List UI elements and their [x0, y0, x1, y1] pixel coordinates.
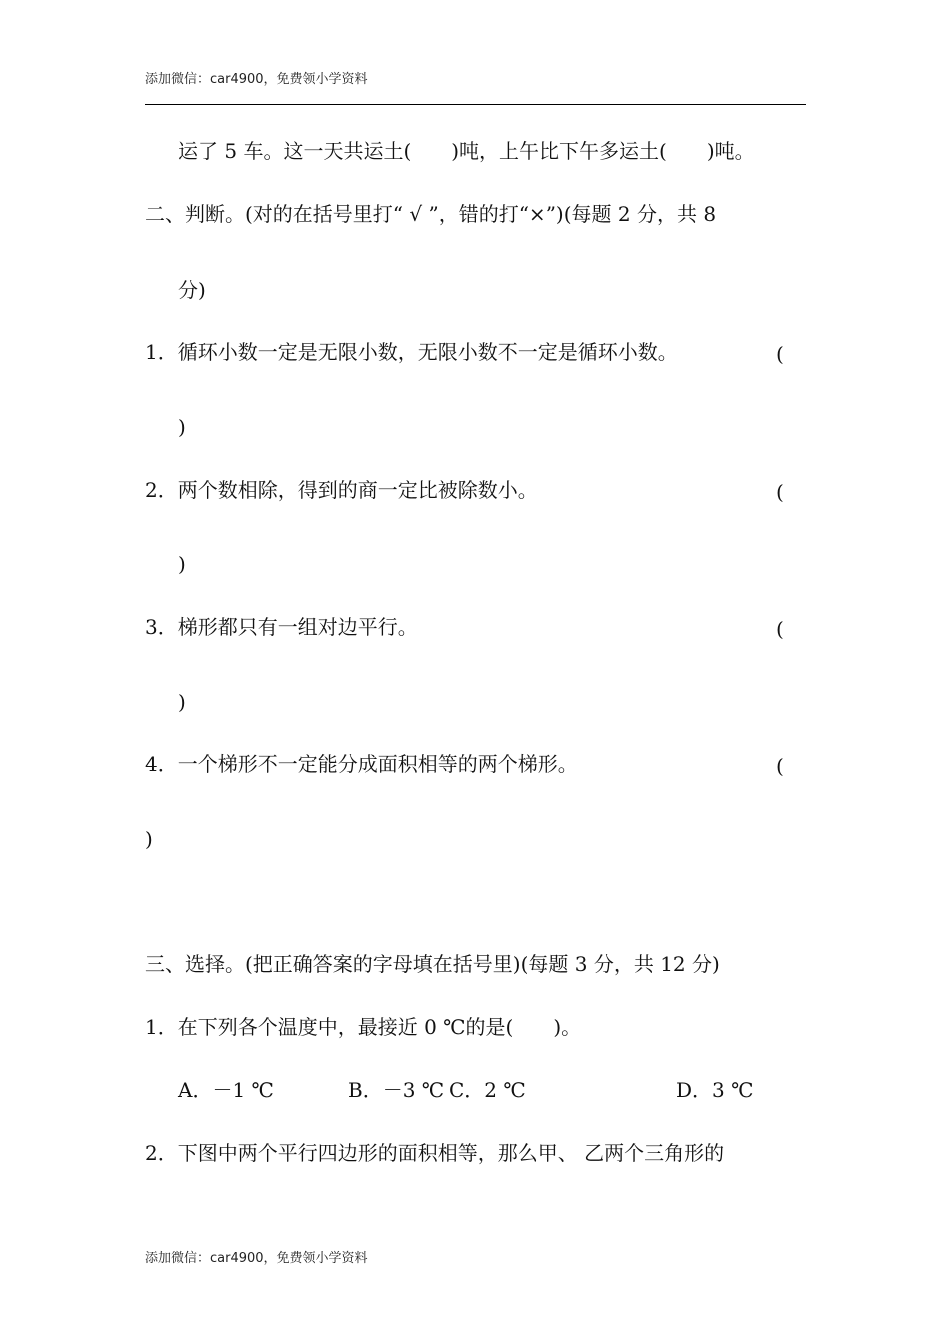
- judge-item-2-answer-open[interactable]: (: [776, 480, 784, 504]
- judge-item-4-answer-open[interactable]: (: [776, 754, 784, 778]
- section3-heading: 三、选择。(把正确答案的字母填在括号里)(每题 3 分，共 12 分): [145, 952, 720, 976]
- judge-item-2-answer-close: ): [178, 552, 186, 576]
- choice-q1-option-c[interactable]: C．2 ℃: [449, 1078, 526, 1102]
- judge-item-2: 2．两个数相除，得到的商一定比被除数小。: [145, 478, 538, 502]
- choice-q1-option-d[interactable]: D．3 ℃: [676, 1078, 754, 1102]
- choice-q1: 1．在下列各个温度中，最接近 0 ℃的是( )。: [145, 1015, 582, 1039]
- choice-q1-option-a[interactable]: A．－1 ℃: [178, 1078, 274, 1102]
- judge-item-1-answer-close: ): [178, 415, 186, 439]
- judge-item-1-answer-open[interactable]: (: [776, 342, 784, 366]
- section1-continuation: 运了 5 车。这一天共运土( )吨，上午比下午多运土( )吨。: [178, 139, 755, 163]
- section2-heading-cont: 分): [178, 278, 206, 302]
- judge-item-4: 4．一个梯形不一定能分成面积相等的两个梯形。: [145, 752, 578, 776]
- section2-heading: 二、判断。(对的在括号里打“ √ ”，错的打“×”)(每题 2 分，共 8: [145, 202, 717, 226]
- judge-item-1: 1．循环小数一定是无限小数，无限小数不一定是循环小数。: [145, 340, 678, 364]
- choice-q2: 2．下图中两个平行四边形的面积相等，那么甲、 乙两个三角形的: [145, 1141, 725, 1165]
- choice-q1-option-b[interactable]: B．－3 ℃: [348, 1078, 445, 1102]
- page-header: 添加微信：car4900，免费领小学资料: [145, 72, 368, 87]
- judge-item-3-answer-open[interactable]: (: [776, 617, 784, 641]
- header-divider: [145, 104, 806, 105]
- page-footer: 添加微信：car4900，免费领小学资料: [145, 1251, 368, 1266]
- judge-item-4-answer-close: ): [145, 827, 153, 851]
- judge-item-3: 3．梯形都只有一组对边平行。: [145, 615, 418, 639]
- judge-item-3-answer-close: ): [178, 690, 186, 714]
